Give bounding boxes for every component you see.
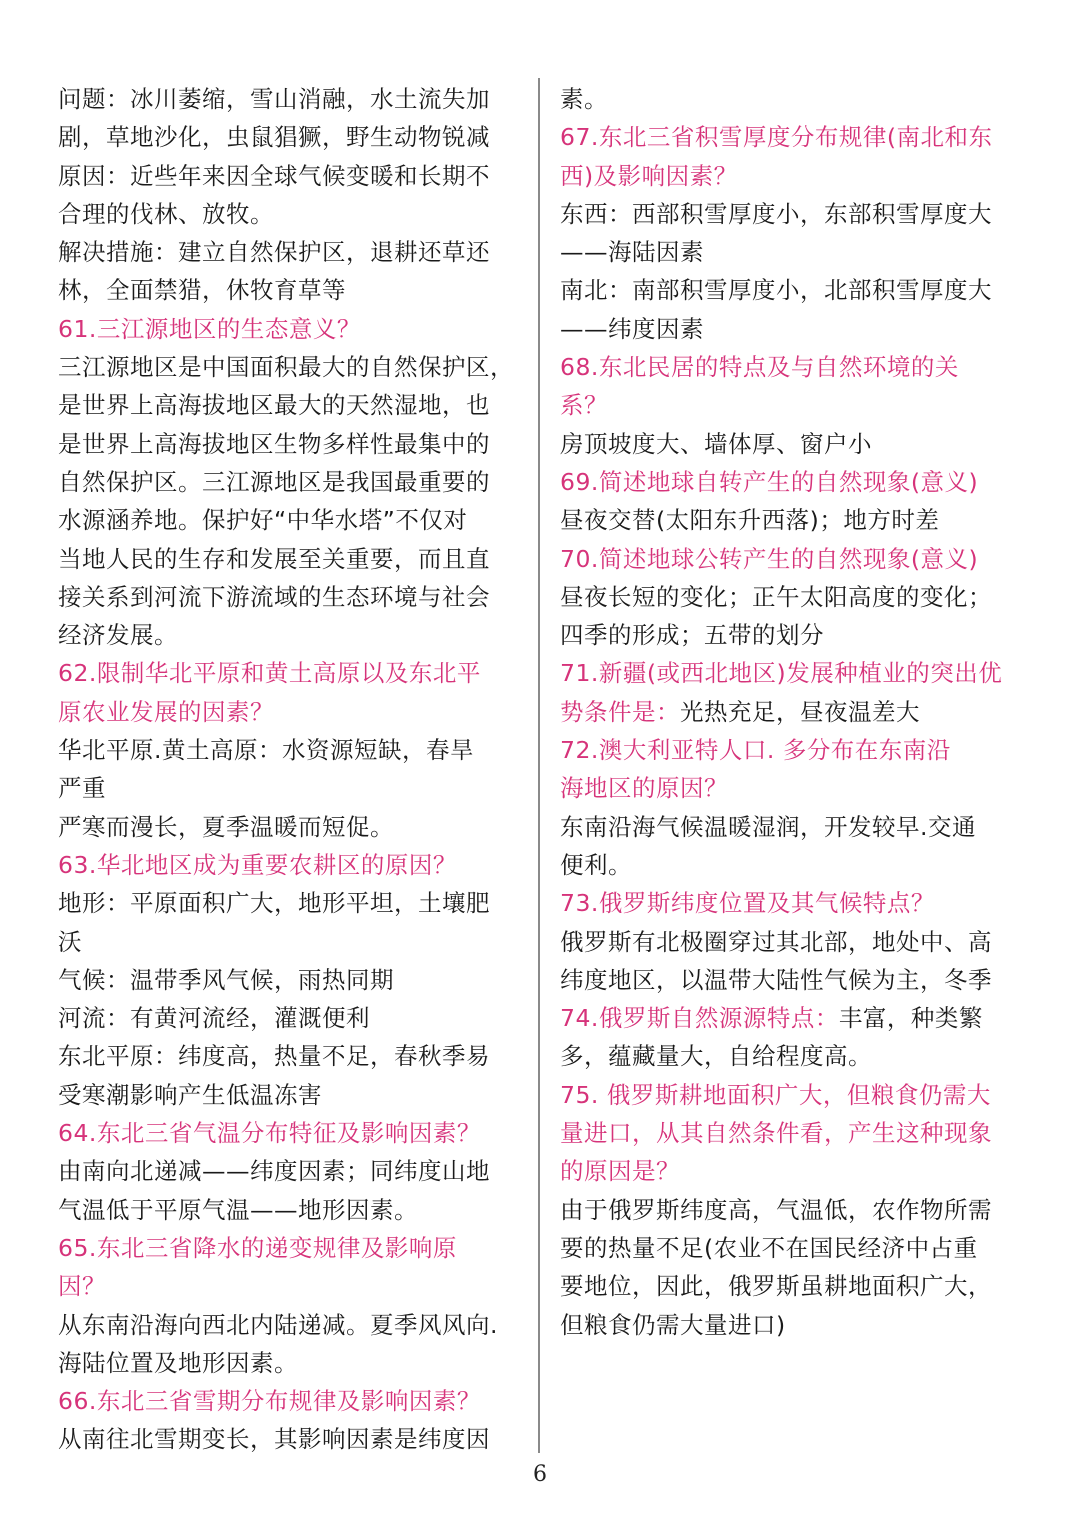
answer-line: 从东南沿海向西北内陆递减。夏季风风向. bbox=[58, 1310, 498, 1339]
answer-line: 四季的形成；五带的划分 bbox=[560, 621, 824, 650]
question-line: 64.东北三省气温分布特征及影响因素？ bbox=[58, 1119, 481, 1148]
question-text: 势条件是： bbox=[560, 697, 680, 726]
question-line: 75. 俄罗斯耕地面积广大，但粮食仍需大 bbox=[560, 1080, 991, 1109]
page-number: 6 bbox=[533, 1462, 547, 1487]
question-line: 西)及影响因素？ bbox=[560, 161, 738, 190]
question-line: 68.东北民居的特点及与自然环境的关 bbox=[560, 353, 959, 382]
answer-line: 当地人民的生存和发展至关重要，而且直 bbox=[58, 544, 490, 573]
question-line: 海地区的原因？ bbox=[560, 774, 728, 803]
answer-line: 气温低于平原气温——地形因素。 bbox=[58, 1195, 418, 1224]
question-line: 70.简述地球公转产生的自然现象(意义) bbox=[560, 544, 979, 573]
answer-line: 但粮食仍需大量进口) bbox=[560, 1310, 786, 1339]
question-line: 61.三江源地区的生态意义？ bbox=[58, 314, 361, 343]
question-line: 65.东北三省降水的递变规律及影响原 bbox=[58, 1233, 457, 1262]
answer-line: 问题：冰川萎缩，雪山消融，水土流失加 bbox=[58, 85, 490, 113]
answer-line: 俄罗斯有北极圈穿过其北部，地处中、高 bbox=[560, 927, 992, 956]
answer-line: 自然保护区。三江源地区是我国最重要的 bbox=[58, 467, 490, 496]
answer-line: 多，蕴藏量大，自给程度高。 bbox=[560, 1042, 872, 1071]
answer-line: 素。 bbox=[560, 85, 608, 113]
answer-line: 南北：南部积雪厚度小，北部积雪厚度大 bbox=[560, 276, 992, 305]
answer-line: 受寒潮影响产生低温冻害 bbox=[58, 1080, 322, 1109]
answer-line: 便利。 bbox=[560, 850, 632, 879]
question-text: 74.俄罗斯自然源源特点： bbox=[560, 1004, 839, 1033]
answer-text: 光热充足，昼夜温差大 bbox=[680, 697, 920, 726]
answer-line: 昼夜交替(太阳东升西落)；地方时差 bbox=[560, 506, 940, 535]
answer-line: 气候：温带季风气候，雨热同期 bbox=[58, 965, 394, 994]
answer-line: 地形：平原面积广大，地形平坦，土壤肥 bbox=[58, 889, 490, 918]
answer-line: 三江源地区是中国面积最大的自然保护区， bbox=[58, 353, 514, 382]
question-line: 73.俄罗斯纬度位置及其气候特点？ bbox=[560, 889, 935, 918]
question-line: 原农业发展的因素？ bbox=[58, 697, 274, 726]
answer-line: ——纬度因素 bbox=[560, 314, 704, 343]
answer-line: 由于俄罗斯纬度高，气温低，农作物所需 bbox=[560, 1195, 992, 1224]
answer-line: 华北平原.黄土高原：水资源短缺，春旱 bbox=[58, 736, 474, 765]
answer-line: 是世界上高海拔地区最大的天然湿地，也 bbox=[58, 391, 490, 420]
answer-line: 林，全面禁猎，休牧育草等 bbox=[58, 276, 346, 305]
question-line: 63.华北地区成为重要农耕区的原因？ bbox=[58, 850, 457, 879]
question-line: 系？ bbox=[560, 391, 608, 420]
question-line: 67.东北三省积雪厚度分布规律(南北和东 bbox=[560, 123, 993, 152]
text-line bbox=[560, 654, 1030, 692]
answer-line: 从南往北雪期变长，其影响因素是纬度因 bbox=[58, 1425, 490, 1454]
answer-line: 河流：有黄河流经，灌溉便利 bbox=[58, 1004, 370, 1033]
right-column bbox=[560, 80, 1030, 1344]
answer-line: 房顶坡度大、墙体厚、窗户小 bbox=[560, 429, 872, 458]
answer-line: 解决措施：建立自然保护区，退耕还草还 bbox=[58, 238, 490, 267]
answer-line: 经济发展。 bbox=[58, 621, 178, 650]
question-line: 72.澳大利亚特人口. 多分布在东南沿 bbox=[560, 736, 951, 765]
answer-line: 由南向北递减——纬度因素；同纬度山地 bbox=[58, 1157, 490, 1186]
answer-line: 沃 bbox=[58, 927, 82, 956]
question-line: 62.限制华北平原和黄土高原以及东北平 bbox=[58, 659, 481, 688]
answer-line: 严寒而漫长，夏季温暖而短促。 bbox=[58, 812, 394, 841]
answer-line: 东北平原：纬度高，热量不足，春秋季易 bbox=[58, 1042, 490, 1071]
answer-line: 昼夜长短的变化；正午太阳高度的变化； bbox=[560, 582, 992, 611]
text-line bbox=[560, 999, 1030, 1037]
answer-line: 要的热量不足(农业不在国民经济中占重 bbox=[560, 1233, 978, 1262]
answer-line: 接关系到河流下游流域的生态环境与社会 bbox=[58, 582, 490, 611]
question-line: 的原因是？ bbox=[560, 1157, 680, 1186]
answer-line: 东南沿海气候温暖湿润，开发较早.交通 bbox=[560, 812, 976, 841]
answer-line: 严重 bbox=[58, 774, 106, 803]
text-line bbox=[560, 693, 1030, 731]
question-line: 66.东北三省雪期分布规律及影响因素？ bbox=[58, 1387, 481, 1416]
answer-line: 水源涵养地。保护好“中华水塔”不仅对 bbox=[58, 506, 468, 535]
question-line: 69.简述地球自转产生的自然现象(意义) bbox=[560, 467, 979, 496]
answer-line: ——海陆因素 bbox=[560, 238, 704, 267]
answer-text: 丰富，种类繁 bbox=[838, 1004, 983, 1033]
answer-line: 要地位，因此，俄罗斯虽耕地面积广大， bbox=[560, 1272, 992, 1301]
answer-line: 原因：近些年来因全球气候变暖和长期不 bbox=[58, 161, 490, 190]
answer-line: 剧，草地沙化，虫鼠猖獗，野生动物锐减 bbox=[58, 123, 490, 152]
answer-line: 是世界上高海拔地区生物多样性最集中的 bbox=[58, 429, 490, 458]
column-divider bbox=[538, 78, 540, 1453]
answer-line: 纬度地区，以温带大陆性气候为主，冬季 bbox=[560, 965, 992, 994]
answer-line: 海陆位置及地形因素。 bbox=[58, 1348, 298, 1377]
question-line: 因？ bbox=[58, 1272, 106, 1301]
answer-line: 东西：西部积雪厚度小，东部积雪厚度大 bbox=[560, 199, 992, 228]
left-column bbox=[58, 80, 528, 1459]
answer-line: 合理的伐林、放牧。 bbox=[58, 199, 274, 228]
question-line: 量进口，从其自然条件看，产生这种现象 bbox=[560, 1119, 992, 1148]
question-text: 71.新疆(或西北地区)发展种植业的突出优 bbox=[560, 659, 1003, 688]
